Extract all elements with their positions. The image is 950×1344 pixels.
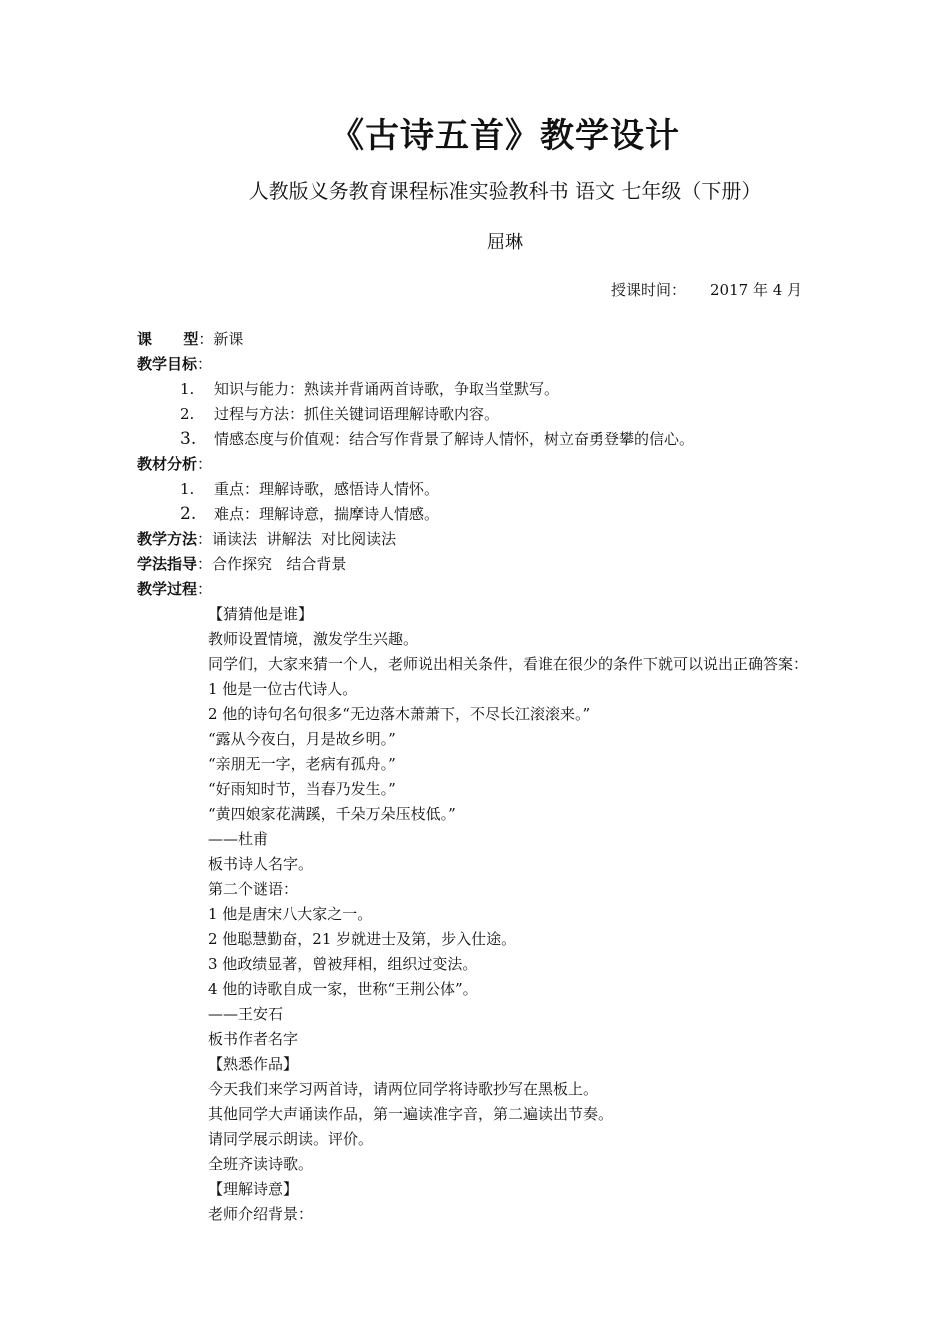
process-label: 教学过程: [137, 580, 198, 598]
analysis-text: 难点：理解诗意，揣摩诗人情感。: [214, 505, 440, 523]
process-line: 【猜猜他是谁】: [208, 605, 314, 623]
process-line: 板书诗人名字。: [208, 855, 314, 873]
date-value: 2017 年 4 月: [710, 281, 803, 299]
process-line: 第二个谜语：: [208, 880, 299, 898]
objective-text: 知识与能力：熟读并背诵两首诗歌，争取当堂默写。: [214, 380, 560, 398]
process-line: “黄四娘家花满蹊，千朵万朵压枝低。”: [208, 805, 456, 823]
study-guide-value: 合作探究 结合背景: [212, 555, 347, 573]
analysis-item: [180, 504, 439, 524]
process-heading: [137, 579, 212, 599]
objective-item: [180, 429, 694, 449]
process-line: 同学们，大家来猜一个人，老师说出相关条件，看谁在很少的条件下就可以说出正确答案：: [208, 655, 809, 673]
objective-number: 3.: [180, 429, 197, 449]
process-line: 4 他的诗歌自成一家，世称“王荆公体”。: [208, 980, 478, 998]
analysis-number: 1.: [180, 480, 195, 498]
objective-item: [180, 379, 559, 399]
teaching-method-row: [137, 529, 396, 549]
process-line: 3 他政绩显著，曾被拜相，组织过变法。: [208, 955, 478, 973]
process-line: 老师介绍背景：: [208, 1205, 314, 1223]
process-line: “亲朋无一字，老病有孤舟。”: [208, 755, 396, 773]
subtitle: 人教版义务教育课程标准实验教科书 语文 七年级（下册）: [248, 179, 762, 203]
lesson-type-label: 课 型: [137, 330, 199, 348]
objectives-label: 教学目标: [137, 355, 198, 373]
process-line: 全班齐读诗歌。: [208, 1155, 314, 1173]
page-title: 《古诗五首》教学设计: [330, 116, 680, 156]
objective-number: 1.: [180, 380, 195, 398]
process-line: 【熟悉作品】: [208, 1055, 299, 1073]
analysis-number: 2.: [180, 504, 197, 524]
teaching-method-colon: ：: [197, 530, 213, 548]
lesson-type-colon: ：: [198, 330, 214, 348]
process-colon: ：: [197, 580, 213, 598]
lesson-type-row: [137, 329, 243, 349]
teaching-method-value: 诵读法 讲解法 对比阅读法: [212, 530, 397, 548]
objective-item: [180, 404, 499, 424]
process-line: 请同学展示朗读。评价。: [208, 1130, 374, 1148]
process-line: 板书作者名字: [208, 1030, 299, 1048]
study-guide-row: [137, 554, 346, 574]
study-guide-label: 学法指导: [137, 555, 198, 573]
process-line: 【理解诗意】: [208, 1180, 299, 1198]
process-line: 教师设置情境，激发学生兴趣。: [208, 630, 419, 648]
process-line: 其他同学大声诵读作品，第一遍读准字音，第二遍读出节奏。: [208, 1105, 614, 1123]
process-line: 1 他是唐宋八大家之一。: [208, 905, 373, 923]
objectives-heading: [137, 354, 212, 374]
lesson-type-value: 新课: [213, 330, 244, 348]
objectives-colon: ：: [197, 355, 213, 373]
study-guide-colon: ：: [197, 555, 213, 573]
author-name: 屈琳: [487, 232, 523, 253]
lesson-date: [611, 279, 802, 300]
process-line: 2 他聪慧勤奋，21 岁就进士及第，步入仕途。: [208, 930, 517, 948]
process-line: “好雨知时节，当春乃发生。”: [208, 780, 396, 798]
process-line: ——杜甫: [208, 830, 269, 848]
objective-number: 2.: [180, 405, 195, 423]
process-line: 今天我们来学习两首诗，请两位同学将诗歌抄写在黑板上。: [208, 1080, 599, 1098]
process-line: 2 他的诗句名句很多“无边落木萧萧下，不尽长江滚滚来。”: [208, 705, 591, 723]
process-line: ——王安石: [208, 1005, 284, 1023]
process-line: “露从今夜白，月是故乡明。”: [208, 730, 396, 748]
objective-text: 情感态度与价值观：结合写作背景了解诗人情怀，树立奋勇登攀的信心。: [214, 430, 695, 448]
analysis-text: 重点：理解诗歌，感悟诗人情怀。: [214, 480, 440, 498]
material-analysis-heading: [137, 454, 212, 474]
teaching-method-label: 教学方法: [137, 530, 198, 548]
date-label: 授课时间：: [611, 281, 687, 299]
material-analysis-colon: ：: [197, 455, 213, 473]
material-analysis-label: 教材分析: [137, 455, 198, 473]
process-line: 1 他是一位古代诗人。: [208, 680, 358, 698]
objective-text: 过程与方法：抓住关键词语理解诗歌内容。: [214, 405, 500, 423]
analysis-item: [180, 479, 439, 499]
